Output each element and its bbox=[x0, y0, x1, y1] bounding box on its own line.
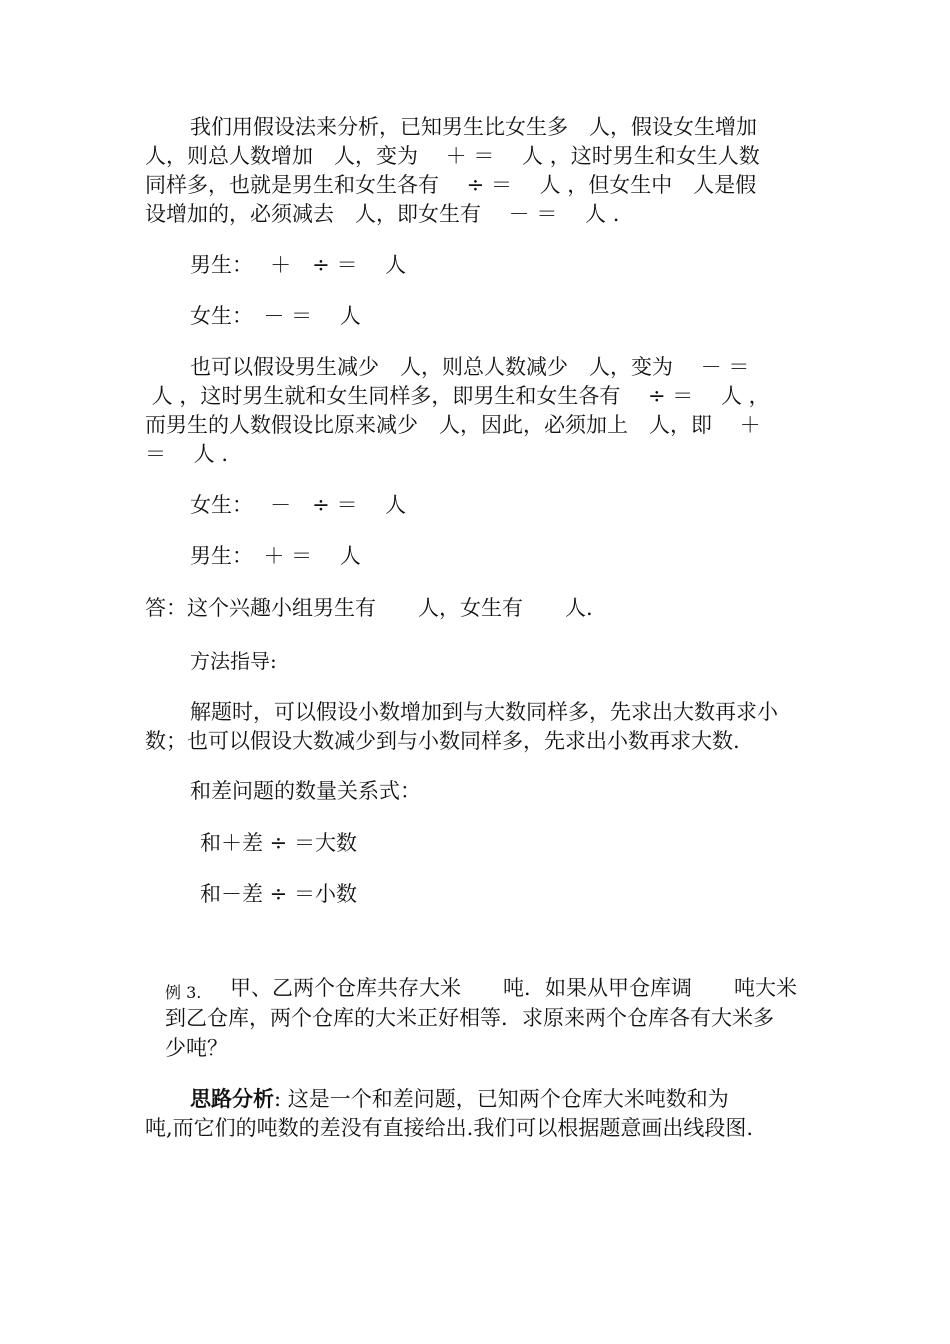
method-line1: 解题时，可以假设小数增加到与大数同样多，先求出大数再求小 bbox=[190, 700, 778, 724]
example3-line2: 到乙仓库，两个仓库的大米正好相等．求原来两个仓库各有大米多 bbox=[165, 1006, 774, 1030]
method-heading: 方法指导: bbox=[190, 649, 277, 673]
calc1-girl: 女生： － ＝ 人 bbox=[190, 304, 361, 328]
answer-line: 答：这个兴趣小组男生有 人，女生有 人. bbox=[145, 596, 593, 620]
para2-line2: 人 ，这时男生就和女生同样多，即男生和女生各有 ÷ ＝ 人 ， bbox=[145, 384, 770, 408]
calc2-boy: 男生： ＋ ＝ 人 bbox=[190, 544, 361, 568]
calc2-girl: 女生： － ÷ ＝ 人 bbox=[190, 493, 407, 517]
para1-line4: 设增加的，必须减去 人，即女生有 － ＝ 人 . bbox=[145, 202, 620, 226]
formula-small: 和－差 ÷ ＝小数 bbox=[200, 882, 357, 906]
analysis-heading: 思路分析 bbox=[190, 1086, 274, 1111]
example3-line1: 甲、乙两个仓库共存大米 吨．如果从甲仓库调 吨大米 bbox=[230, 976, 797, 1000]
analysis-line1: : 这是一个和差问题，已知两个仓库大米吨数和为 bbox=[274, 1087, 729, 1111]
para1-line1: 我们用假设法来分析，已知男生比女生多 人，假设女生增加 bbox=[190, 115, 757, 139]
formula-big: 和＋差 ÷ ＝大数 bbox=[200, 831, 357, 855]
para1-line2: 人，则总人数增加 人，变为 ＋ ＝ 人 ，这时男生和女生人数 bbox=[145, 144, 760, 168]
calc1-boy: 男生： ＋ ÷ ＝ 人 bbox=[190, 253, 407, 277]
para2-line4: ＝ 人 . bbox=[145, 442, 229, 466]
example3-label: 例 3. bbox=[165, 983, 202, 1002]
analysis-line2: 吨,而它们的吨数的差没有直接给出.我们可以根据题意画出线段图. bbox=[145, 1116, 754, 1140]
example3-line3: 少吨？ bbox=[165, 1036, 228, 1060]
method-line2: 数；也可以假设大数减少到与小数同样多，先求出小数再求大数. bbox=[145, 729, 740, 753]
para2-line3: 而男生的人数假设比原来减少 人，因此，必须加上 人，即 ＋ bbox=[145, 413, 761, 437]
formula-heading: 和差问题的数量关系式： bbox=[190, 779, 421, 803]
analysis-first-line bbox=[190, 1084, 729, 1114]
para1-line3: 同样多，也就是男生和女生各有 ÷ ＝ 人 ，但女生中 人是假 bbox=[145, 173, 757, 197]
para2-line1: 也可以假设男生减少 人，则总人数减少 人，变为 － ＝ bbox=[190, 355, 750, 379]
